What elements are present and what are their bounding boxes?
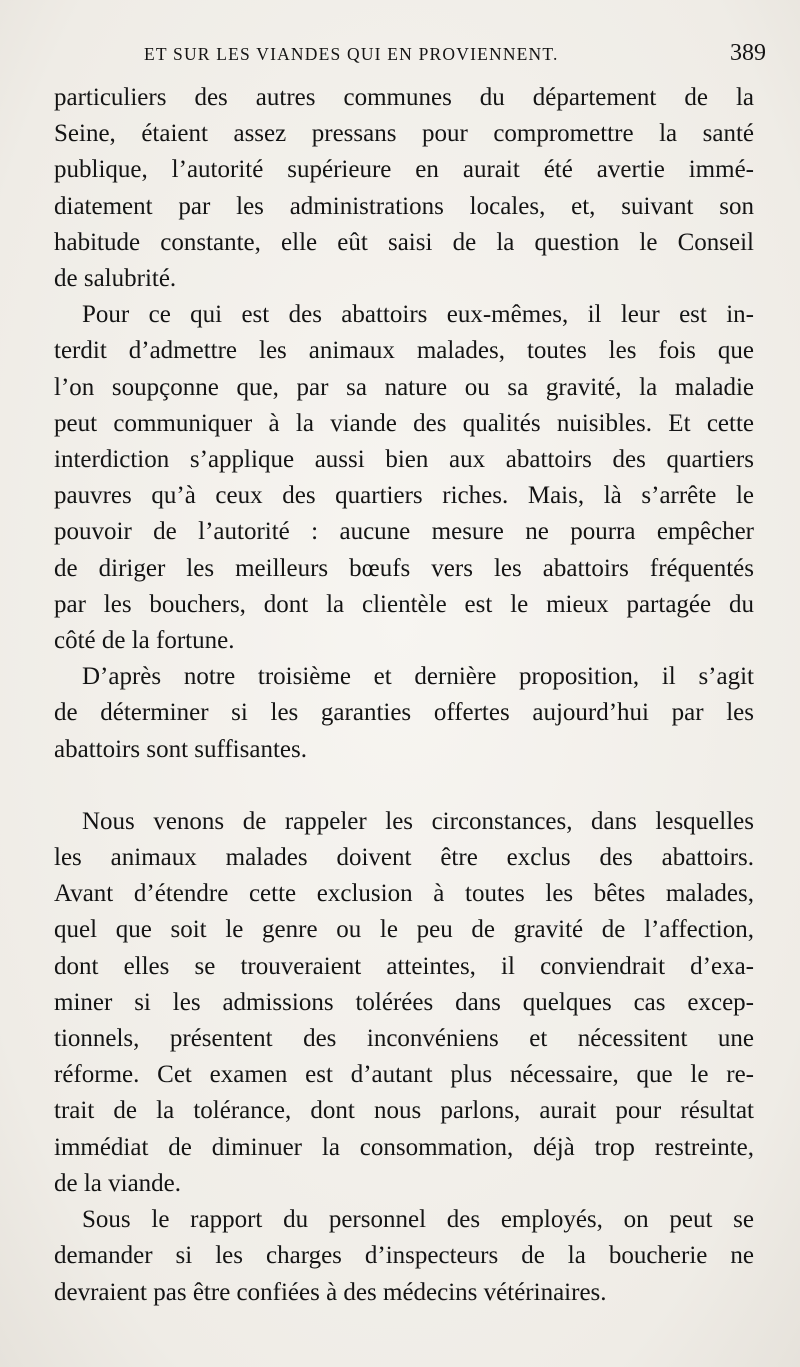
text-line: interdiction s’applique aussi bien aux abattoirs des quartiers [54,446,754,474]
text-line: habitude constante, elle eût saisi de la question le Conseil [54,228,754,256]
text-line: terdit d’admettre les animaux malades, toutes les fois que [54,337,754,365]
text-line: pouvoir de l’autorité : aucune mesure ne pourra empêcher [54,518,754,546]
text-line: trait de la tolérance, dont nous parlons, aurait pour résultat [54,1097,754,1125]
body-text [54,80,754,1311]
text-line: pauvres qu’à ceux des quartiers riches. Mais, là s’arrête le [54,482,754,510]
text-line: tionnels, présentent des inconvéniens et nécessitent une [54,1025,754,1053]
paragraph [54,1202,754,1311]
paragraph [54,804,754,1202]
text-line: de déterminer si les garanties offertes aujourd’hui par les [54,699,754,727]
text-line: Avant d’étendre cette exclusion à toutes les bêtes malades, [54,880,754,908]
page-number: 389 [730,40,766,66]
running-head [60,38,766,74]
text-line: Sous le rapport du personnel des employés, on peut se [82,1206,754,1234]
text-line: par les bouchers, dont la clientèle est le mieux partagée du [54,590,754,618]
text-line: réforme. Cet examen est d’autant plus nécessaire, que le re- [54,1061,754,1089]
text-line: Pour ce qui est des abattoirs eux-mêmes, il leur est in- [82,301,754,329]
text-line: l’on soupçonne que, par sa nature ou sa gravité, la maladie [54,373,754,401]
paragraph [54,297,754,659]
text-line: D’après notre troisième et dernière proposition, il s’agit [82,663,754,691]
text-line: peut communiquer à la viande des qualités nuisibles. Et cette [54,409,754,437]
text-line: dont elles se trouveraient atteintes, il conviendrait d’exa- [54,952,754,980]
text-line: miner si les admissions tolérées dans quelques cas excep- [54,988,754,1016]
paragraph [54,659,754,768]
text-line: Nous venons de rappeler les circonstances, dans lesquelles [82,807,754,835]
running-title: ET SUR LES VIANDES QUI EN PROVIENNENT. [144,44,559,64]
text-line: particuliers des autres communes du département de la [54,84,754,111]
text-line: quel que soit le genre ou le peu de gravité de l’affection, [54,916,754,944]
text-line: de diriger les meilleurs bœufs vers les abattoirs fréquentés [54,554,754,582]
text-line: de la viande. [54,1169,182,1197]
text-line: les animaux malades doivent être exclus des abattoirs. [54,844,754,872]
text-line: de salubrité. [54,265,177,293]
text-line: Seine, étaient assez pressans pour compromettre la santé [54,120,754,148]
text-line: côté de la fortune. [54,627,235,655]
paragraph-gap [54,768,754,804]
text-line: abattoirs sont suffisantes. [54,735,307,763]
text-line: diatement par les administrations locales, et, suivant son [54,192,754,220]
text-line: demander si les charges d’inspecteurs de la boucherie ne [54,1242,754,1270]
paragraph [54,80,754,297]
text-line: publique, l’autorité supérieure en aurait été avertie immé- [54,156,754,184]
text-line: devraient pas être confiées à des médecins vétérinaires. [54,1278,607,1306]
text-line: immédiat de diminuer la consommation, déjà trop restreinte, [54,1133,754,1161]
